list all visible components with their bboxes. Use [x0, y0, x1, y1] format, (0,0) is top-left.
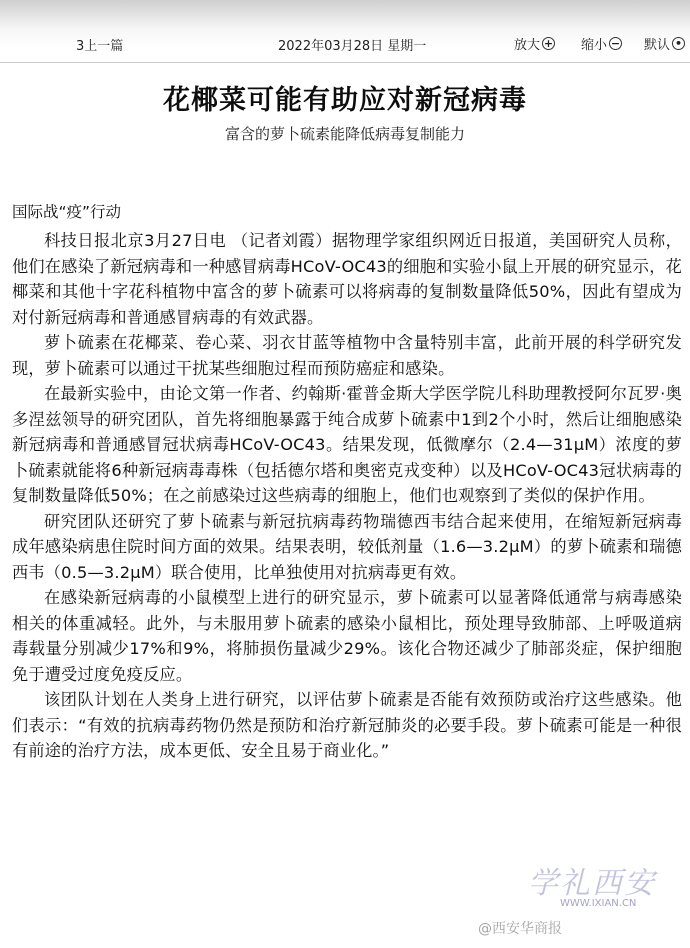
article-body: [12, 228, 682, 764]
publish-date: 2022年03月28日 星期一: [278, 39, 427, 54]
default-size-button[interactable]: [644, 34, 685, 53]
page-toolbar: [0, 0, 690, 82]
watermark-logo: 学礼西安: [528, 866, 656, 901]
default-size-label: 默认: [644, 38, 671, 53]
zoom-out-label: 缩小: [581, 38, 608, 53]
zoom-in-label: 放大: [514, 38, 541, 53]
watermark-url: WWW.IXIAN.CN: [560, 898, 637, 909]
article-paragraph: 研究团队还研究了萝卜硫素与新冠抗病毒药物瑞德西韦结合起来使用，在缩短新冠病毒成年感染病患住院时间方面的效果。结果表明，较低剂量（1.6—3.2μM）的萝卜硫素和瑞德西韦（0.5—3.2μM）联合使用，比单独使用对抗病毒更有效。: [12, 511, 682, 582]
toolbar-divider: [0, 62, 690, 63]
article-paragraph: 在最新实验中，由论文第一作者、约翰斯·霍普金斯大学医学院儿科助理教授阿尔瓦罗·奥多涅兹领导的研究团队，首先将细胞暴露于纯合成萝卜硫素中1到2个小时，然后让细胞感染新冠病毒和普通感冒冠状病毒HCoV-OC43。结果发现，低微摩尔（2.4—31μM）浓度的萝卜硫素就能将6种新冠病毒毒株（包括德尔塔和奥密克戎变种）以及HCoV-OC43冠状病毒的复制数量降低50%；在之前感染过这些病毒的细胞上，他们也观察到了类似的保护作用。: [12, 384, 682, 505]
article-paragraph: 萝卜硫素在花椰菜、卷心菜、羽衣甘蓝等植物中含量特别丰富，此前开展的科学研究发现，萝卜硫素可以通过干扰某些细胞过程而预防癌症和感染。: [12, 333, 682, 378]
article-title: 花椰菜可能有助应对新冠病毒: [163, 85, 527, 116]
article-paragraph: 在感染新冠病毒的小鼠模型上进行的研究显示，萝卜硫素可以显著降低通常与病毒感染相关的体重减轻。此外，与未服用萝卜硫素的感染小鼠相比，预处理导致肺部、上呼吸道病毒载量分别减少17%和9%，将肺损伤量减少29%。该化合物还减少了肺部炎症，保护细胞免于遭受过度免疫反应。: [12, 588, 682, 684]
weibo-watermark: @西安华商报: [478, 921, 562, 937]
zoom-in-button[interactable]: [514, 34, 555, 53]
previous-article-link[interactable]: 3上一篇: [76, 39, 124, 54]
minus-circle-icon: −: [610, 37, 621, 50]
reset-circle-icon: •: [672, 37, 685, 50]
zoom-out-button[interactable]: [581, 34, 622, 53]
article-subtitle: 富含的萝卜硫素能降低病毒复制能力: [224, 125, 465, 143]
article-paragraph: 该团队计划在人类身上进行研究，以评估萝卜硫素是否能有效预防或治疗这些感染。他们表示：“有效的抗病毒药物仍然是预防和治疗新冠肺炎的必要手段。萝卜硫素可能是一种很有前途的治疗方法，成本更低、安全且易于商业化。”: [12, 690, 682, 760]
article-paragraph: 科技日报北京3月27日电 （记者刘霞）据物理学家组织网近日报道，美国研究人员称，他们在感染了新冠病毒和一种感冒病毒HCoV-OC43的细胞和实验小鼠上开展的研究显示，花椰菜和其他十字花科植物中富含的萝卜硫素可以将病毒的复制数量降低50%，因此有望成为对付新冠病毒和普通感冒病毒的有效武器。: [12, 231, 682, 327]
section-label: 国际战“疫”行动: [12, 203, 122, 221]
plus-circle-icon: +: [543, 37, 554, 50]
